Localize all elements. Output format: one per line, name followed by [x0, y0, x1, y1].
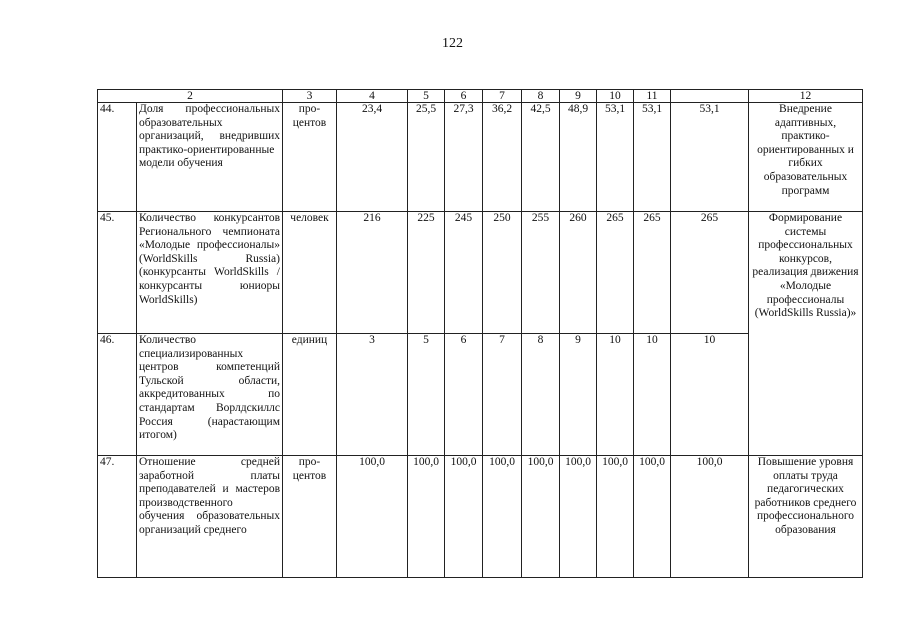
- value-cell: 10: [671, 334, 749, 456]
- value-cell: 100,0: [671, 456, 749, 578]
- table-row: [98, 334, 863, 456]
- value-cell: 36,2: [483, 103, 522, 212]
- value-cell: 100,0: [522, 456, 560, 578]
- page-number: 122: [442, 36, 463, 51]
- header-cell: 8: [522, 90, 560, 103]
- value-cell: 265: [671, 212, 749, 334]
- value-cell: 265: [597, 212, 634, 334]
- value-cell: 100,0: [337, 456, 408, 578]
- value-cell: 100,0: [483, 456, 522, 578]
- header-cell: 4: [337, 90, 408, 103]
- note-cell: Повышение уровня оплаты труда педагогических работников среднего профессионального образования: [749, 456, 863, 578]
- value-cell: 9: [560, 334, 597, 456]
- value-cell: 225: [408, 212, 445, 334]
- value-cell: 3: [337, 334, 408, 456]
- value-cell: 48,9: [560, 103, 597, 212]
- header-cell: 12: [749, 90, 863, 103]
- value-cell: 250: [483, 212, 522, 334]
- value-cell: 100,0: [445, 456, 483, 578]
- header-cell: 10: [597, 90, 634, 103]
- indicator-name: Отношение средней заработной платы преподавателей и мастеров производственного обучения образовательных организаций среднего: [137, 456, 283, 578]
- header-cell: 7: [483, 90, 522, 103]
- indicator-name: Количество специализированных центров компетенций Тульской области, аккредитованных по стандартам Ворлдскиллс Россия (нарастающим итогом): [137, 334, 283, 456]
- value-cell: 255: [522, 212, 560, 334]
- row-number: 46.: [98, 334, 137, 456]
- value-cell: 10: [597, 334, 634, 456]
- value-cell: 25,5: [408, 103, 445, 212]
- value-cell: 100,0: [408, 456, 445, 578]
- indicator-name: Доля профессиональных образовательных организаций, внедривших практико-ориентированные модели обучения: [137, 103, 283, 212]
- unit-cell: человек: [283, 212, 337, 334]
- value-cell: 8: [522, 334, 560, 456]
- value-cell: 216: [337, 212, 408, 334]
- value-cell: 265: [634, 212, 671, 334]
- note-cell: Внедрение адаптивных, практико-ориентированных и гибких образовательных программ: [749, 103, 863, 212]
- header-cell: 5: [408, 90, 445, 103]
- table-row: [98, 456, 863, 578]
- value-cell: 260: [560, 212, 597, 334]
- unit-cell: единиц: [283, 334, 337, 456]
- header-cell: 3: [283, 90, 337, 103]
- value-cell: 53,1: [634, 103, 671, 212]
- value-cell: 42,5: [522, 103, 560, 212]
- unit-cell: про- центов: [283, 456, 337, 578]
- indicator-name: Количество конкурсантов Регионального чемпионата «Молодые профессионалы» (WorldSkills Russia) (конкурсанты WorldSkills /конкурсанты юниоры WorldSkills): [137, 212, 283, 334]
- value-cell: 53,1: [597, 103, 634, 212]
- header-cell: 6: [445, 90, 483, 103]
- value-cell: 10: [634, 334, 671, 456]
- row-number: 45.: [98, 212, 137, 334]
- header-cell: 11: [634, 90, 671, 103]
- value-cell: 23,4: [337, 103, 408, 212]
- header-cell: [671, 90, 749, 103]
- indicators-table: [97, 89, 863, 578]
- value-cell: 100,0: [597, 456, 634, 578]
- header-cell: 9: [560, 90, 597, 103]
- table-row: [98, 212, 863, 334]
- row-number: 47.: [98, 456, 137, 578]
- row-number: 44.: [98, 103, 137, 212]
- value-cell: 7: [483, 334, 522, 456]
- value-cell: 100,0: [634, 456, 671, 578]
- value-cell: 100,0: [560, 456, 597, 578]
- unit-cell: про- центов: [283, 103, 337, 212]
- header-cell: 2: [98, 90, 283, 103]
- table-row: [98, 103, 863, 212]
- note-cell: Формирование системы профессиональных конкурсов, реализация движения «Молодые профессионалы (WorldSkills Russia)»: [749, 212, 863, 456]
- value-cell: 245: [445, 212, 483, 334]
- value-cell: 27,3: [445, 103, 483, 212]
- value-cell: 53,1: [671, 103, 749, 212]
- value-cell: 6: [445, 334, 483, 456]
- header-row: [98, 90, 863, 103]
- value-cell: 5: [408, 334, 445, 456]
